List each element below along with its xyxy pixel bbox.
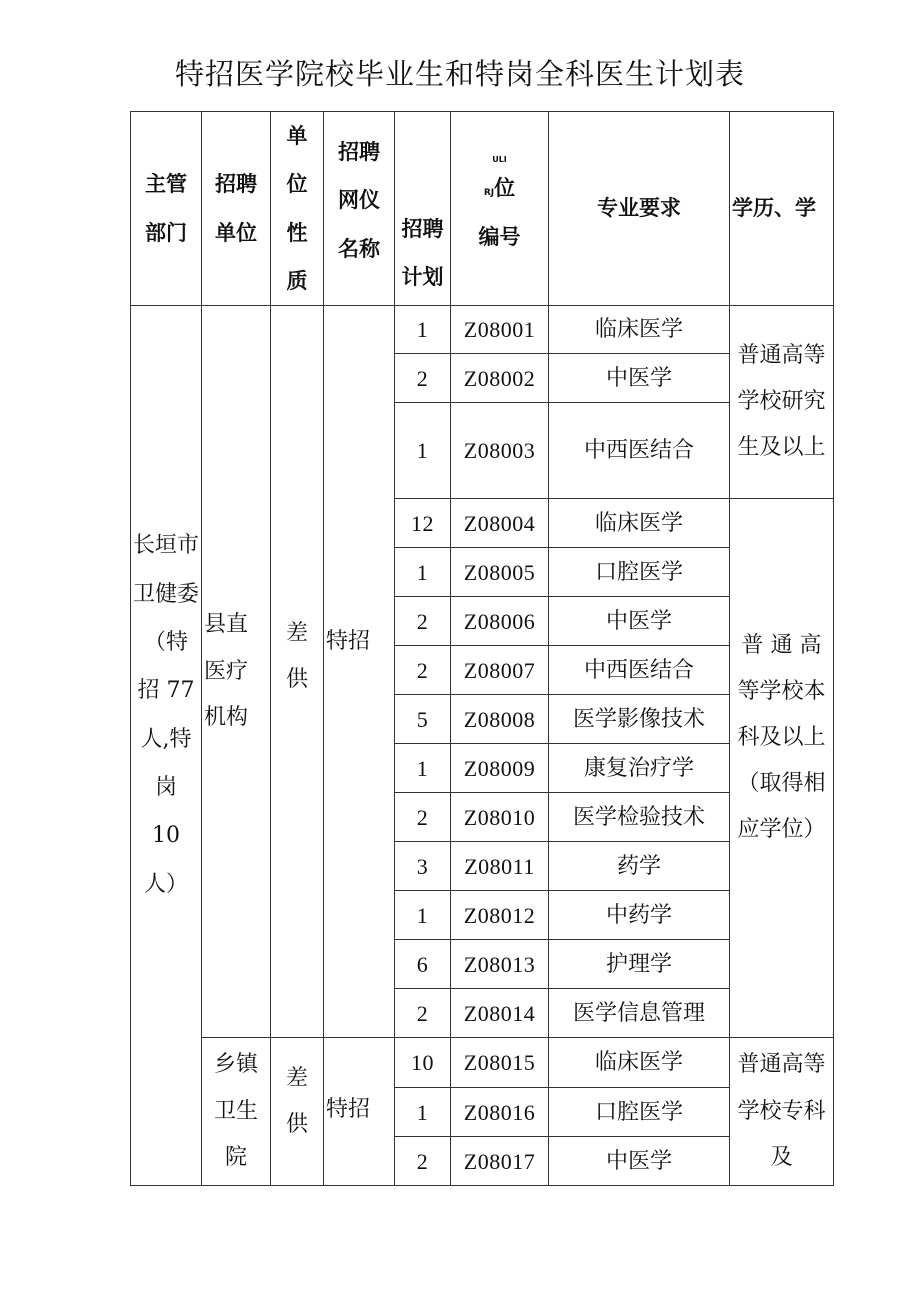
edu-cell-b: 普 通 高 等学校本 科及以上 （取得相 应学位） — [730, 499, 834, 1038]
code-cell: Z08008 — [451, 695, 549, 744]
plan-cell: 2 — [395, 646, 451, 695]
post-town: 特招 — [324, 1038, 395, 1186]
plan-cell: 2 — [395, 793, 451, 842]
plan-cell: 2 — [395, 989, 451, 1038]
plan-cell: 1 — [395, 891, 451, 940]
code-cell: Z08007 — [451, 646, 549, 695]
major-cell: 中药学 — [549, 891, 730, 940]
header-plan: 招聘 计划 — [395, 112, 451, 306]
header-dept: 主管 部门 — [131, 112, 202, 306]
code-cell: Z08012 — [451, 891, 549, 940]
dept-cell: 长垣市 卫健委 （特 招 77 人,特 岗 10 人） — [131, 306, 202, 1186]
edu-cell-a: 普通高等 学校研究 生及以上 — [730, 306, 834, 499]
major-cell: 临床医学 — [549, 1038, 730, 1088]
header-post-name: 招聘 网仪 名称 — [324, 112, 395, 306]
plan-cell: 3 — [395, 842, 451, 891]
post-county: 特招 — [324, 306, 395, 1038]
nature-county: 差 供 — [271, 306, 324, 1038]
plan-table — [130, 111, 834, 1186]
major-cell: 临床医学 — [549, 499, 730, 548]
table-row — [131, 306, 834, 354]
plan-cell: 1 — [395, 744, 451, 793]
major-cell: 中西医结合 — [549, 403, 730, 499]
plan-cell: 1 — [395, 1088, 451, 1137]
code-cell: Z08002 — [451, 354, 549, 403]
major-cell: 临床医学 — [549, 306, 730, 354]
plan-cell: 1 — [395, 403, 451, 499]
code-cell: Z08004 — [451, 499, 549, 548]
plan-cell: 10 — [395, 1038, 451, 1088]
plan-cell: 1 — [395, 306, 451, 354]
major-cell: 中医学 — [549, 354, 730, 403]
major-cell: 中医学 — [549, 1137, 730, 1186]
code-cell: Z08014 — [451, 989, 549, 1038]
code-cell: Z08001 — [451, 306, 549, 354]
nature-town: 差 供 — [271, 1038, 324, 1186]
code-cell: Z08015 — [451, 1038, 549, 1088]
code-cell: Z08013 — [451, 940, 549, 989]
code-cell: Z08016 — [451, 1088, 549, 1137]
plan-cell: 2 — [395, 354, 451, 403]
code-cell: Z08011 — [451, 842, 549, 891]
header-post-code: ULI RJ位 编号 — [451, 112, 549, 306]
plan-cell: 1 — [395, 548, 451, 597]
major-cell: 口腔医学 — [549, 1088, 730, 1137]
header-major: 专业要求 — [549, 112, 730, 306]
code-cell: Z08017 — [451, 1137, 549, 1186]
code-cell: Z08009 — [451, 744, 549, 793]
code-cell: Z08003 — [451, 403, 549, 499]
major-cell: 中西医结合 — [549, 646, 730, 695]
header-edu: 学历、学 — [730, 112, 834, 306]
header-unit: 招聘 单位 — [202, 112, 271, 306]
plan-cell: 2 — [395, 1137, 451, 1186]
plan-cell: 2 — [395, 597, 451, 646]
major-cell: 医学信息管理 — [549, 989, 730, 1038]
major-cell: 医学影像技术 — [549, 695, 730, 744]
unit-county: 县直 医疗 机构 — [202, 306, 271, 1038]
plan-cell: 5 — [395, 695, 451, 744]
plan-cell: 6 — [395, 940, 451, 989]
code-cell: Z08010 — [451, 793, 549, 842]
major-cell: 康复治疗学 — [549, 744, 730, 793]
edu-cell-c: 普通高等 学校专科 及 — [730, 1038, 834, 1186]
major-cell: 口腔医学 — [549, 548, 730, 597]
major-cell: 药学 — [549, 842, 730, 891]
header-row — [131, 112, 834, 306]
page-title: 特招医学院校毕业生和特岗全科医生计划表 — [174, 57, 745, 91]
code-cell: Z08005 — [451, 548, 549, 597]
major-cell: 中医学 — [549, 597, 730, 646]
code-cell: Z08006 — [451, 597, 549, 646]
major-cell: 护理学 — [549, 940, 730, 989]
header-nature: 单 位 性 质 — [271, 112, 324, 306]
major-cell: 医学检验技术 — [549, 793, 730, 842]
table-row — [131, 1038, 834, 1088]
unit-town: 乡镇 卫生 院 — [202, 1038, 271, 1186]
plan-cell: 12 — [395, 499, 451, 548]
